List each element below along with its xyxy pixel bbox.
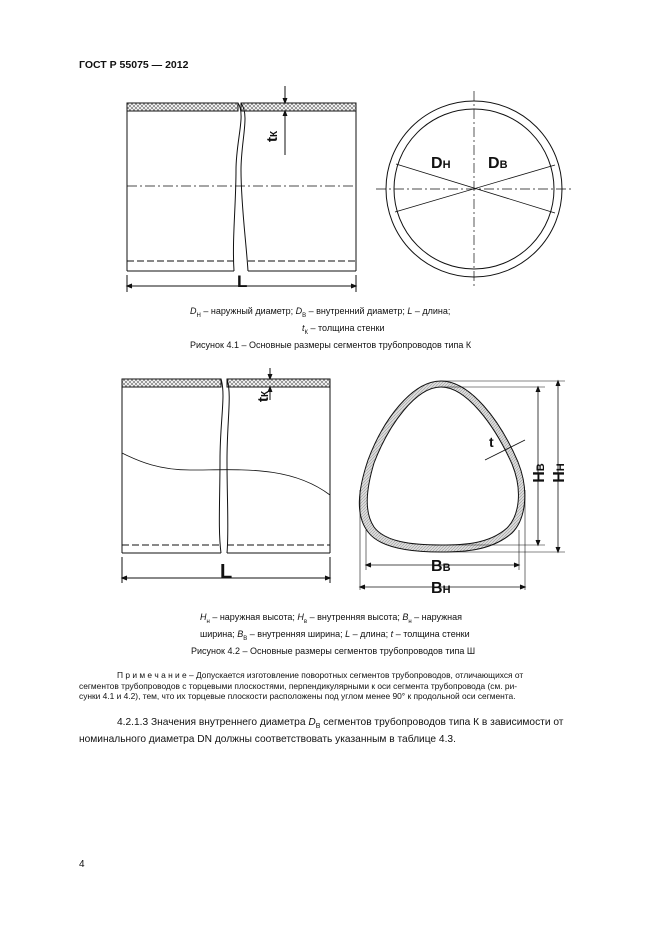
figure-4-1-caption: Рисунок 4.1 – Основные размеры сегментов трубопроводов типа К <box>190 340 472 350</box>
label-l: L <box>237 272 248 291</box>
figure-4-1-legend-line2: $t_К$ – толщина стенки <box>302 323 385 336</box>
page-number: 4 <box>79 859 85 870</box>
pipe-k-cross-section <box>376 91 573 287</box>
figure-4-1-legend-line1: $D_Н$ – наружный диаметр; $D_В$ – внутренний диаметр; L – длина; <box>190 306 451 319</box>
pipe-k-side-view <box>127 86 356 292</box>
figure-4-2-legend-line2: ширина; $B_В$ – внутренняя ширина; L – длина; t – толщина стенки <box>200 629 470 642</box>
label-l2: L <box>220 561 233 583</box>
label-dn: DН <box>431 155 451 172</box>
note-label: П р и м е ч а н и е <box>117 670 187 680</box>
label-hb: HВ <box>530 463 548 483</box>
paragraph-4-2-1-3: 4.2.1.3 Значения внутреннего диаметра $D_В$ сегментов трубопроводов типа К в зависимости от номинального диаметра DN должны соответствовать указанным в таблице 4.3. <box>79 717 564 746</box>
figure-4-2-caption: Рисунок 4.2 – Основные размеры сегментов трубопроводов типа Ш <box>191 646 476 656</box>
label-db: DВ <box>488 155 508 172</box>
pipe-sh-side-view <box>122 368 330 583</box>
document-code: ГОСТ Р 55075 — 2012 <box>79 59 189 71</box>
label-tk: tК <box>264 130 282 143</box>
pipe-sh-cross-section <box>359 381 565 590</box>
label-bn: BН <box>431 580 451 597</box>
label-bb: BВ <box>431 558 451 575</box>
note-block: П р и м е ч а н и е – Допускается изготовление поворотных сегментов трубопроводов, отличающихся от сегментов трубопроводов с торцевыми плоскостями, перпендикулярными к оси сегмента трубопровода (см. ри- сунки 4.1 и 4.2), тем, что их торцевые плоскости расположены под углом менее 90° к продольной оси сегмента. <box>79 670 524 702</box>
figure-4-2-legend-line1: $H_н$ – наружная высота; $H_в$ – внутренняя высота; $B_н$ – наружная <box>200 612 463 625</box>
label-t-section: t <box>489 434 494 450</box>
label-hn: HН <box>550 463 568 483</box>
label-t-side: tК <box>255 390 273 403</box>
